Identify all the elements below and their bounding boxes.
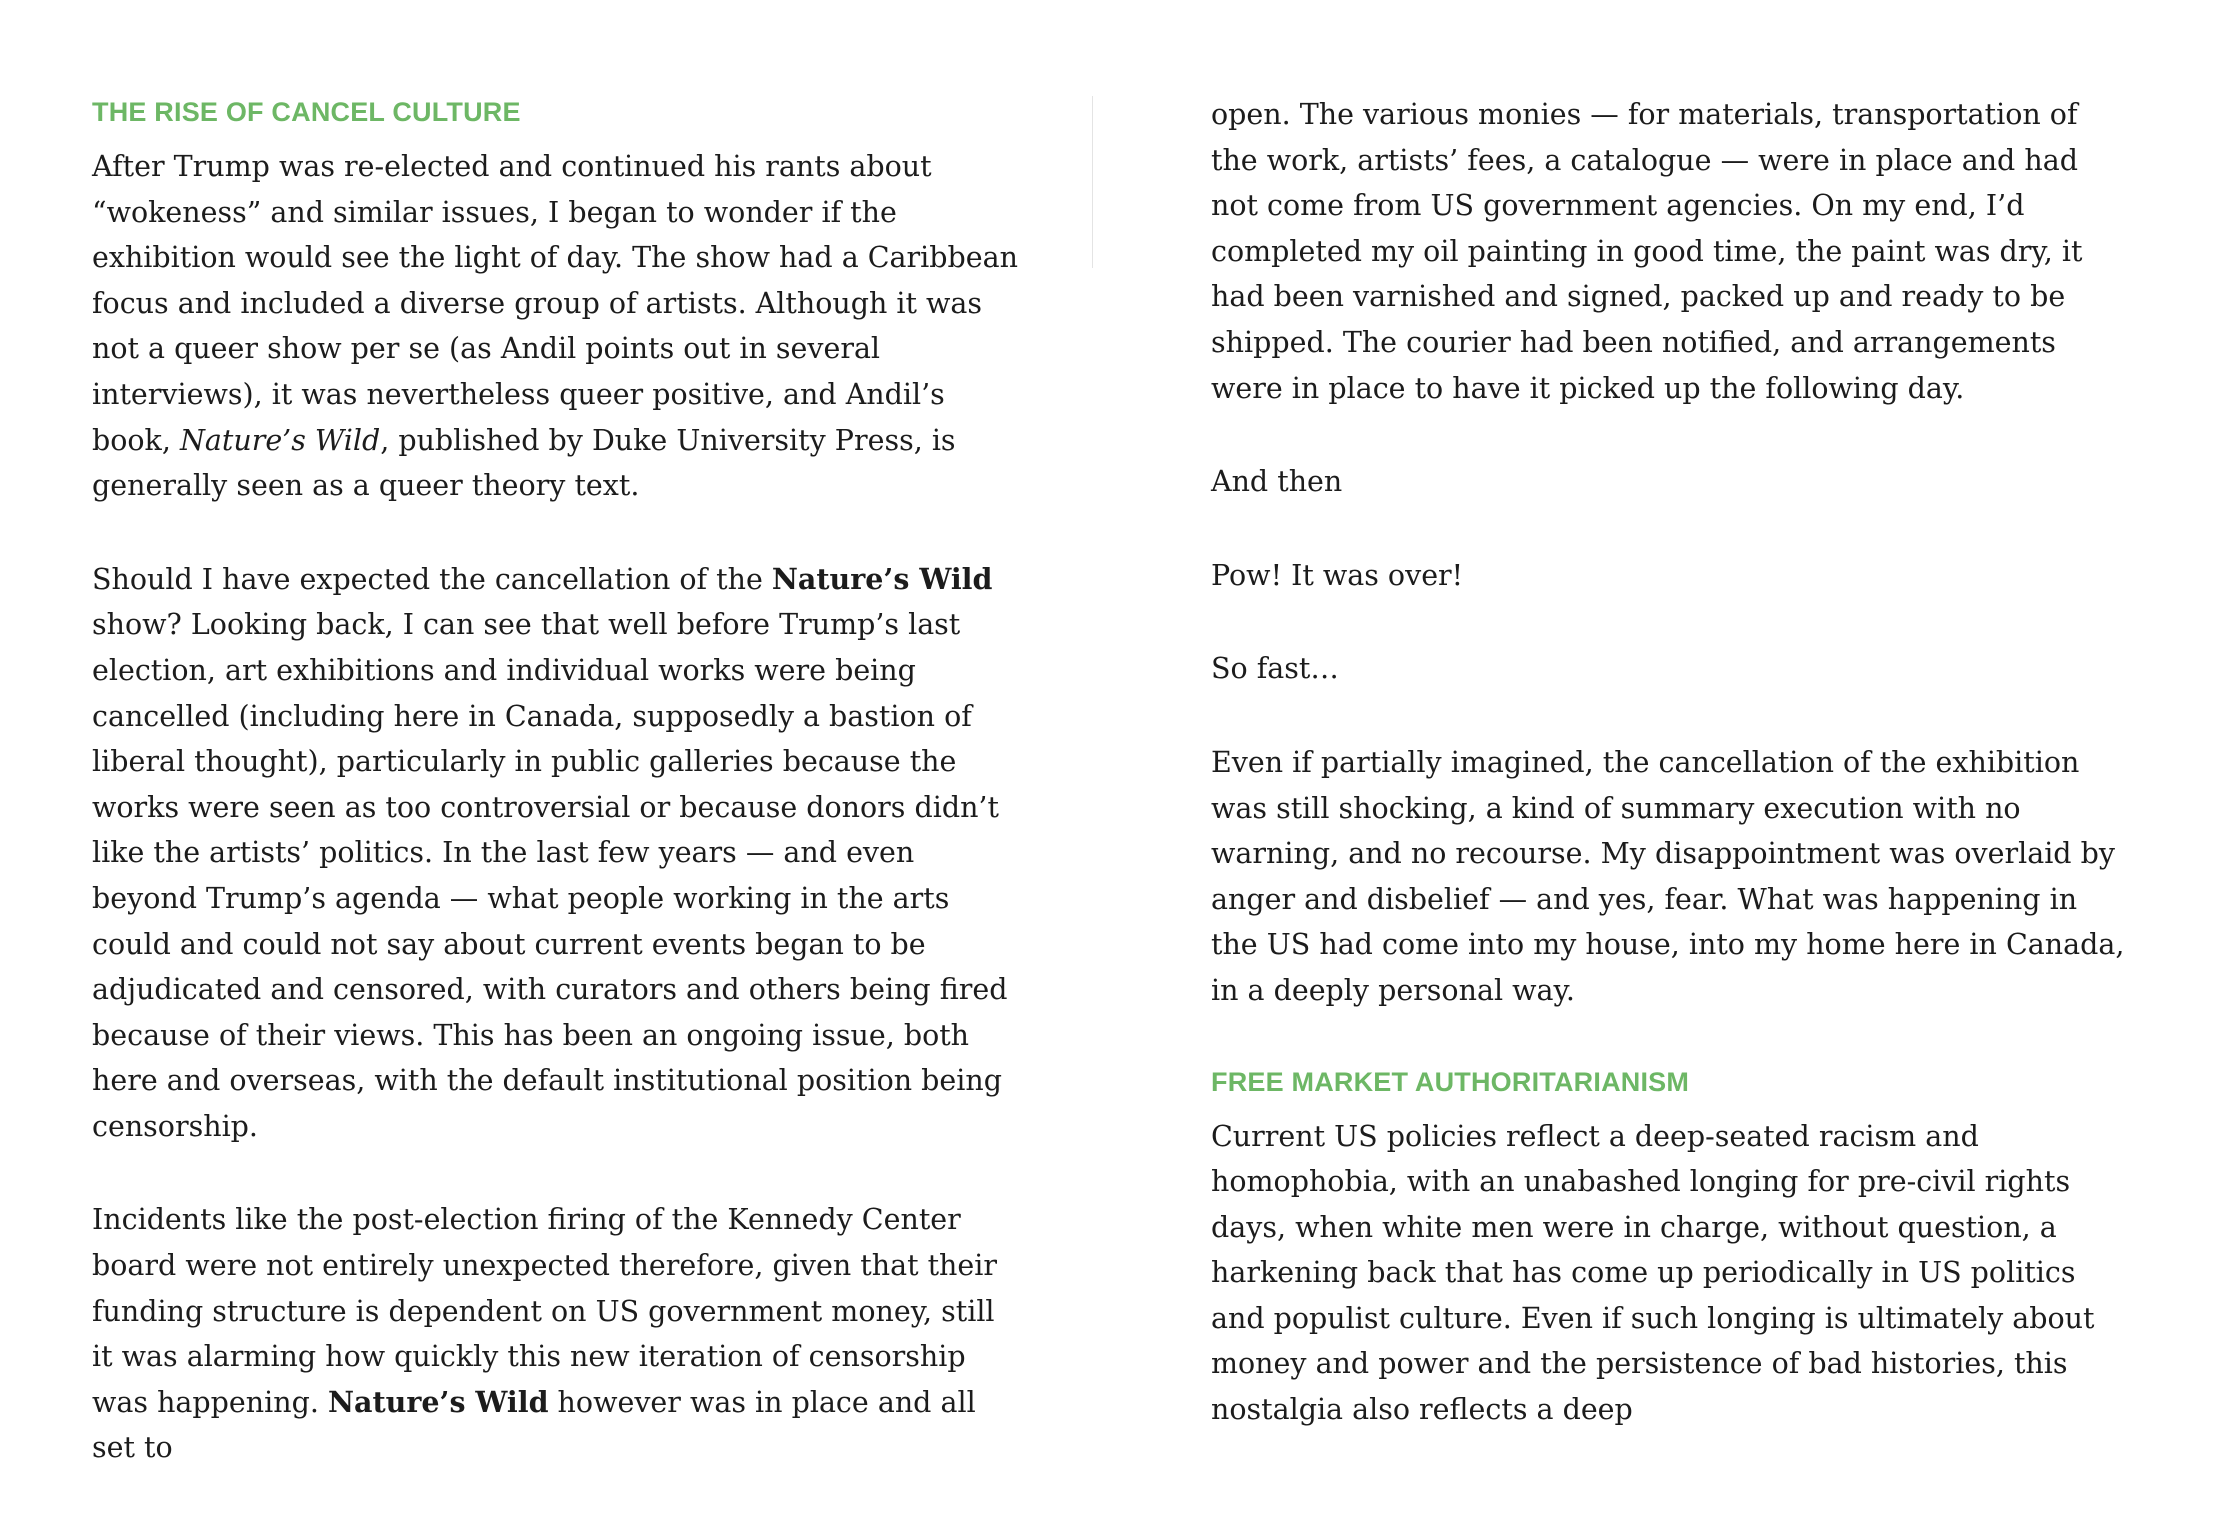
show-title: Nature’s Wild [771,561,993,596]
paragraph-text: Incidents like the post-election firing of the Kennedy Center board were not entirely unexpected therefore, given that their funding structure is dependent on US government money, still it was alarming how quickly this new iteration of censorship was happening. [92,1203,998,1419]
section-heading-free-market: FREE MARKET AUTHORITARIANISM [1211,1066,1690,1097]
paragraph: And then [1211,465,1343,499]
paragraph-text: Should I have expected the cancellation of the [92,562,772,596]
paragraph [92,557,1022,1150]
paragraph-text: , published by Duke University Press, is generally seen as a queer theory text. [92,423,956,503]
paragraph [92,144,1022,509]
book-title: Nature’s Wild [179,423,381,457]
paragraph-text: show? Looking back, I can see that well before Trump’s last election, art exhibitions and individual works were being cancelled (including here in Canada, supposedly a bastion of liberal thought), particularly in public galleries because the works were seen as too controversial or because donors didn’t like the artists’ politics. In the last few years — and even beyond Trump’s agenda — what people working in the arts could and could not say about current events began to be adjudicated and censored, with curators and others being fired because of their views. This has been an ongoing issue, both here and overseas, with the default institutional position being censorship. [92,608,1008,1143]
paragraph: Pow! It was over! [1211,558,1464,592]
paragraph: Current US policies reflect a deep-seated racism and homophobia, with an unabashed longing for pre-civil rights days, when white men were in charge, without question, a harkening back that has come up periodically in US politics and populist culture. Even if such longing is ultimately about money and power and the persistence of bad histories, this nostalgia also reflects a deep [1211,1119,2095,1427]
column-divider [1092,96,1093,268]
paragraph-text: however was in place and all set to [92,1385,976,1465]
section-heading-cancel-culture: THE RISE OF CANCEL CULTURE [92,97,521,127]
left-column [92,92,1022,1519]
paragraph: Even if partially imagined, the cancellation of the exhibition was still shocking, a kind of summary execution with no warning, and no recourse. My disappointment was overlaid by anger and disbelief — and yes, fear. What was happening in the US had come into my house, into my home here in Canada, in a deeply personal way. [1211,745,2125,1007]
show-title: Nature’s Wild [327,1384,549,1419]
paragraph: open. The various monies — for materials, transportation of the work, artists’ fees, a catalogue — were in place and had not come from US government agencies. On my end, I’d completed my oil painting in good time, the paint was dry, it had been varnished and signed, packed up and ready to be shipped. The courier had been notified, and arrangements were in place to have it picked up the following day. [1211,98,2083,405]
paragraph [92,1197,1022,1471]
paragraph: So fast… [1211,652,1339,686]
right-column [1211,92,2126,1481]
paragraph-text: After Trump was re-elected and continued his rants about “wokeness” and similar issues, I began to wonder if the exhibition would see the light of day. The show had a Caribbean focus and included a diverse group of artists. Although it was not a queer show per se (as Andil points out in several interviews), it was nevertheless queer positive, and Andil’s book, [92,150,1018,457]
